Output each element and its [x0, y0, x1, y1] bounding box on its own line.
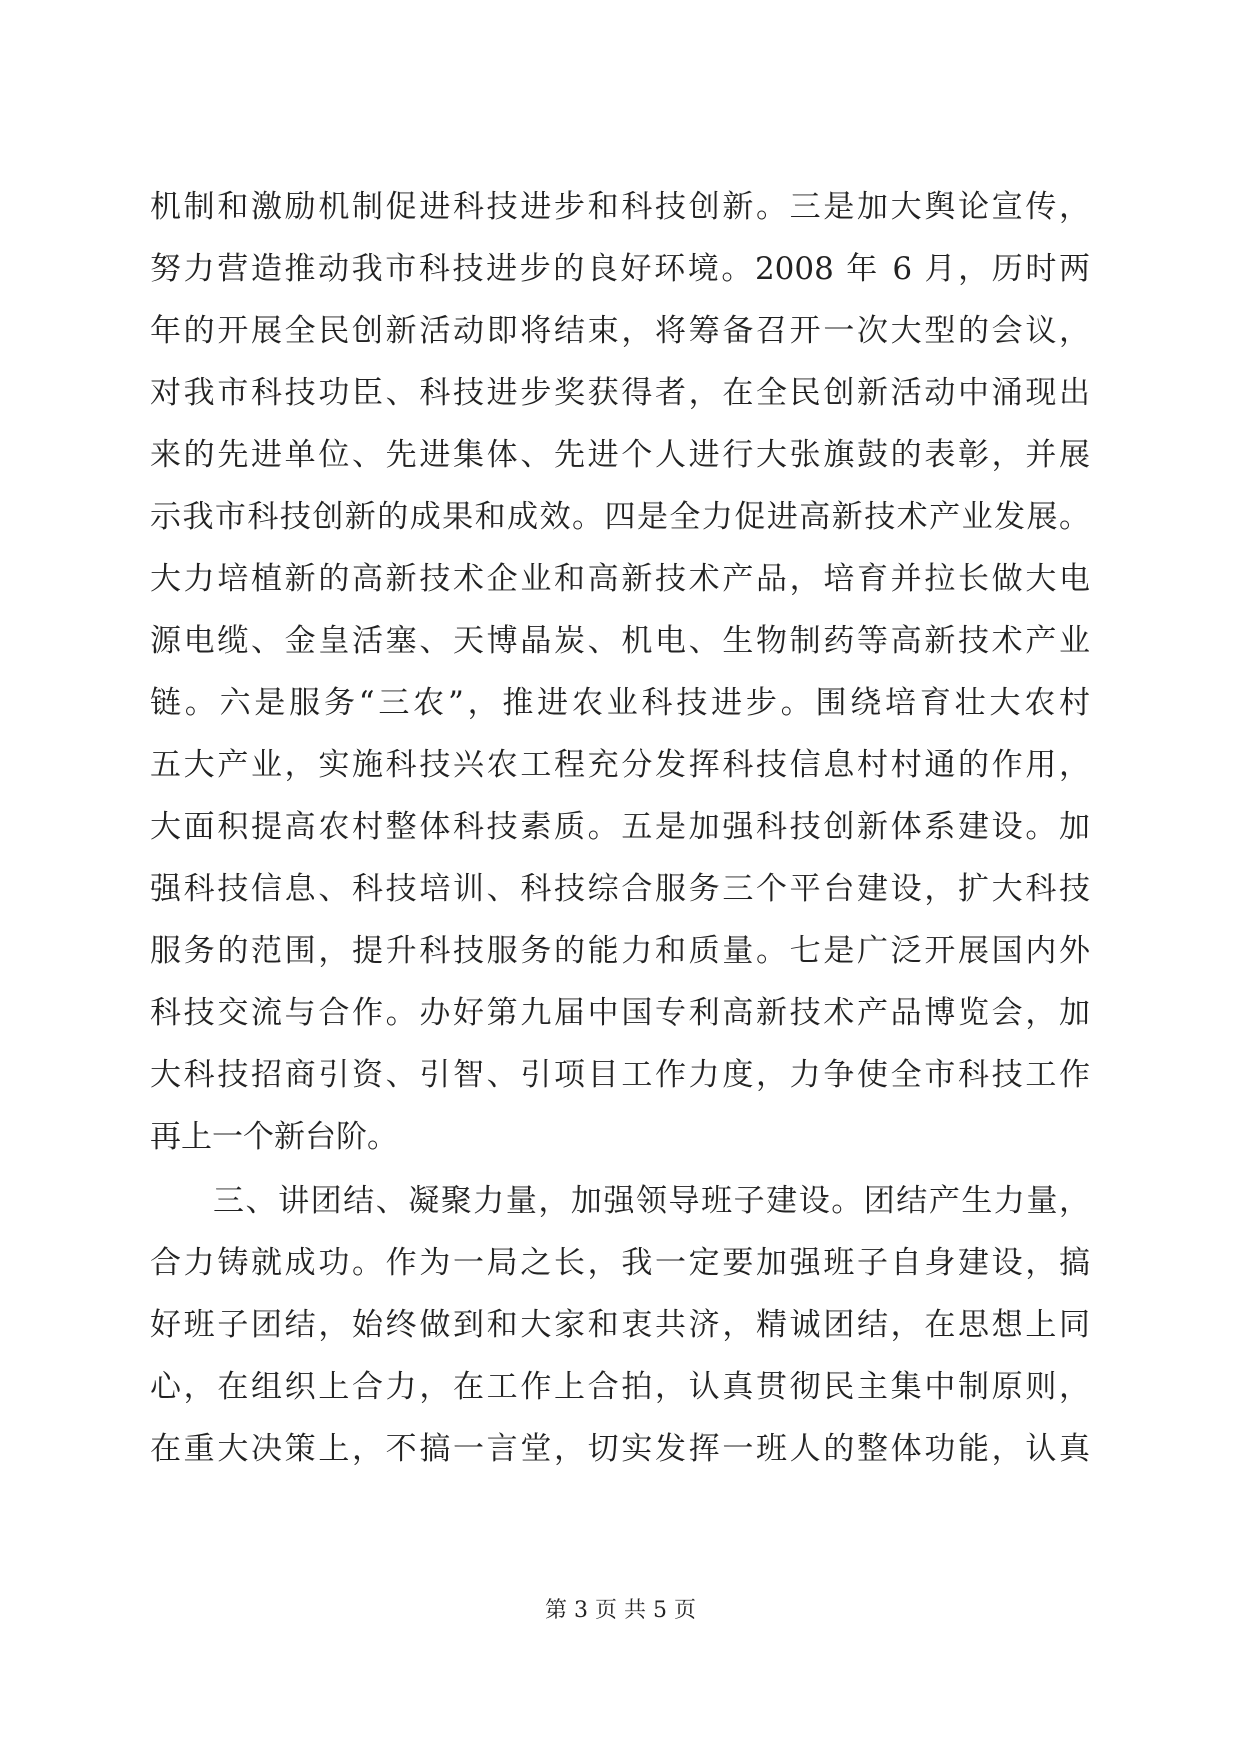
text-line: 对我市科技功臣、科技进步奖获得者，在全民创新活动中涌现出	[150, 375, 1090, 411]
text-line: 源电缆、金皇活塞、天博晶炭、机电、生物制药等高新技术产业	[150, 623, 1090, 659]
text-line: 大力培植新的高新技术企业和高新技术产品，培育并拉长做大电	[150, 561, 1090, 597]
text-line: 合力铸就成功。作为一局之长，我一定要加强班子自身建设，搞	[150, 1245, 1090, 1281]
text-line: 心，在组织上合力，在工作上合拍，认真贯彻民主集中制原则，	[150, 1369, 1090, 1405]
text-line: 努力营造推动我市科技进步的良好环境。2008 年 6 月，历时两	[150, 251, 1090, 287]
paragraph-first-line: 三、讲团结、凝聚力量，加强领导班子建设。团结产生力量，	[213, 1183, 1090, 1219]
text-line: 科技交流与合作。办好第九届中国专利高新技术产品博览会，加	[150, 995, 1090, 1031]
text-line: 来的先进单位、先进集体、先进个人进行大张旗鼓的表彰，并展	[150, 437, 1090, 473]
text-line: 再上一个新台阶。	[150, 1119, 398, 1155]
text-line: 强科技信息、科技培训、科技综合服务三个平台建设，扩大科技	[150, 871, 1090, 907]
text-line: 机制和激励机制促进科技进步和科技创新。三是加大舆论宣传，	[150, 189, 1090, 225]
text-line: 年的开展全民创新活动即将结束，将筹备召开一次大型的会议，	[150, 313, 1090, 349]
text-line: 大面积提高农村整体科技素质。五是加强科技创新体系建设。加	[150, 809, 1090, 845]
text-line: 大科技招商引资、引智、引项目工作力度，力争使全市科技工作	[150, 1057, 1090, 1093]
text-line: 服务的范围，提升科技服务的能力和质量。七是广泛开展国内外	[150, 933, 1090, 969]
text-line: 示我市科技创新的成果和成效。四是全力促进高新技术产业发展。	[150, 499, 1090, 535]
text-line: 链。六是服务“三农”，推进农业科技进步。围绕培育壮大农村	[150, 685, 1090, 721]
text-line: 五大产业，实施科技兴农工程充分发挥科技信息村村通的作用，	[150, 747, 1090, 783]
page-number-footer: 第 3 页 共 5 页	[545, 1598, 696, 1623]
text-line: 好班子团结，始终做到和大家和衷共济，精诚团结，在思想上同	[150, 1307, 1090, 1343]
text-line: 在重大决策上，不搞一言堂，切实发挥一班人的整体功能，认真	[150, 1431, 1090, 1467]
